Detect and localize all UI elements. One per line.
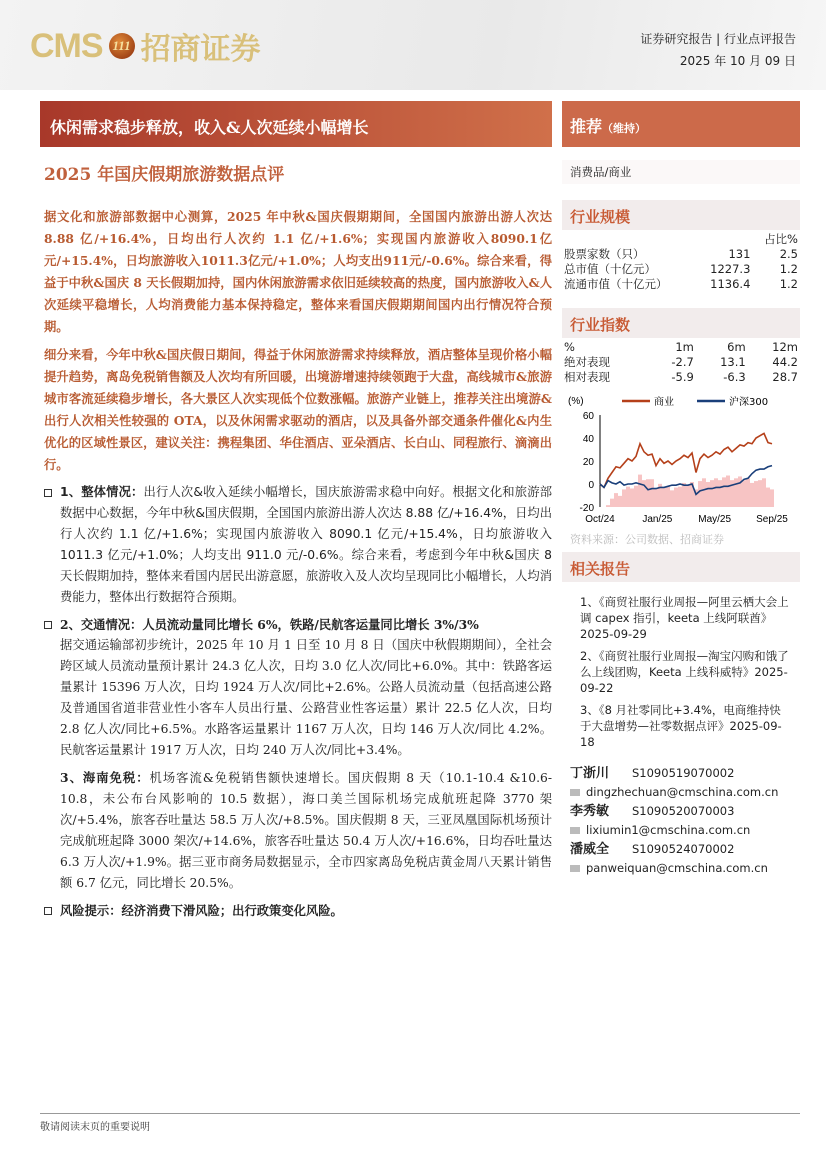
- rating-note: （维持）: [602, 122, 647, 135]
- report-subtitle: 2025 年国庆假期旅游数据点评: [44, 165, 285, 185]
- cell: 1227.3: [710, 262, 751, 276]
- main-column: [44, 206, 552, 928]
- mail-icon: [570, 789, 580, 796]
- analyst-id: S1090520070003: [632, 804, 735, 818]
- section-title: 相关报告: [562, 552, 800, 582]
- risk-note: [44, 900, 552, 922]
- x-tick-label: May/25: [698, 514, 732, 525]
- point-hainan: [44, 767, 552, 894]
- sidebar-industry: [562, 160, 800, 184]
- cell: 1136.4: [710, 277, 751, 291]
- logo-text-en: CMS: [30, 26, 103, 65]
- bullet-box-icon: [44, 621, 52, 629]
- excess-bar: [638, 475, 642, 507]
- cell: 总市值（十亿元）: [564, 262, 656, 276]
- excess-bar: [758, 480, 762, 507]
- excess-bar: [654, 488, 658, 507]
- excess-bar: [770, 489, 774, 507]
- x-tick-label: Jan/25: [642, 514, 673, 525]
- col-header: 占比%: [764, 232, 798, 246]
- x-tick-label: Oct/24: [585, 514, 615, 525]
- excess-bar: [618, 496, 622, 507]
- rating-banner: [562, 101, 800, 147]
- analyst-name: 潘威全: [570, 842, 610, 857]
- excess-bar: [670, 490, 674, 507]
- excess-bar: [626, 487, 630, 507]
- table-row: [562, 277, 800, 292]
- excess-bar: [726, 476, 730, 507]
- excess-bar: [718, 480, 722, 507]
- table-row: [562, 355, 800, 370]
- excess-bar: [622, 489, 626, 507]
- point-overall: [44, 482, 552, 608]
- y-tick-label: -20: [579, 503, 594, 514]
- excess-bar: [666, 487, 670, 507]
- cell: 1.2: [779, 262, 798, 276]
- excess-bar: [630, 488, 634, 507]
- excess-bar: [722, 477, 726, 507]
- table-row: [562, 247, 800, 262]
- mail-icon: [570, 865, 580, 872]
- excess-bar: [734, 478, 738, 507]
- point-heading: 风险提示：经济消费下滑风险；出行政策变化风险。: [60, 903, 343, 918]
- analyst-email[interactable]: lixiumin1@cmschina.com.cn: [586, 823, 751, 837]
- summary-text: 据文化和旅游部数据中心测算，2025 年中秋&国庆假期期间，全国国内旅游出游人次达 8.88 亿/+16.4%，日均出行人次约 1.1 亿/+1.6%；实现国内旅游收入8090.1亿元/+15.4%，日均旅游收入1011.3亿元/+1.0%；人均支出911元/-0.6%。综合来看，得益于中秋&国庆 8 天长假期加持，国内休闲旅游需求依旧延续较高的热度，国内旅游收入&人次延续平稳增长，人均消费能力基本保持稳定，整体来看国庆假期期间国内出行情况符合预期。: [44, 209, 552, 334]
- excess-bar: [646, 479, 650, 507]
- analysts: [562, 764, 800, 878]
- page-header: [0, 0, 826, 90]
- cell: 2.5: [779, 247, 798, 261]
- rating: 推荐: [570, 117, 603, 136]
- bullet-box-icon: [44, 907, 52, 915]
- excess-bar: [678, 487, 682, 507]
- analyst-email[interactable]: panweiquan@cmschina.com.cn: [586, 861, 768, 875]
- y-tick-label: 20: [582, 457, 594, 468]
- excess-bar: [762, 478, 766, 507]
- analyst-email[interactable]: dingzhechuan@cmschina.com.cn: [586, 785, 779, 799]
- point-text: 出行人次&收入延续小幅增长，国庆旅游需求稳中向好。根据文化和旅游部数据中心数据，今年中秋&国庆假期，全国国内旅游出游人次达 8.88 亿/+16.4%，日均出行人次约 1.1 亿/+1.6%；实现国内旅游收入 8090.1 亿元/+15.4%，日均旅游收入 1011.3 亿元/+1.0%；人均支出 911.0 元/-0.6%。综合来看，考虑到今年中秋&国庆 8 天长假期加持，整体来看国内居民出游意愿，旅游收入及人次均呈现同比小幅增长，人均消费能力，整体出行数据符合预期。: [60, 485, 552, 604]
- point-text: 机场客流&免税销售额快速增长。国庆假期 8 天（10.1-10.4 &10.6-10.8，未公布台风影响的 10.5 数据），海口美兰国际机场完成航班起降 3770 架次/+5.4%，旅客吞吐量达 58.5 万人次/+8.5%。国庆假期 8 天，三亚凤凰国际机场预计完成航班起降 3000 架次/+14.6%，旅客吞吐量达 50.4 万人次/+16.6%，日均吞吐量达 6.3 万人次/+1.9%。据三亚市商务局数据显示，全市四家离岛免税店黄金周八天累计销售额 6.7 亿元，同比增长 20.5%。: [60, 771, 552, 890]
- cell: %: [564, 340, 575, 354]
- related-reports: [562, 552, 800, 750]
- legend-label: 沪深300: [729, 397, 769, 408]
- report-title-banner: 休闲需求稳步释放，收入&人次延续小幅增长: [40, 101, 552, 147]
- analyst-id: S1090524070002: [632, 842, 735, 856]
- excess-bar: [766, 488, 770, 507]
- excess-bar: [714, 478, 718, 507]
- excess-bar: [686, 485, 690, 507]
- section-title: 行业规模: [562, 200, 800, 230]
- excess-bar: [674, 488, 678, 507]
- cell: 1m: [675, 340, 694, 354]
- excess-bar: [662, 488, 666, 507]
- cell: -2.7: [671, 355, 694, 369]
- analyst-email-row: [562, 821, 800, 840]
- cell: -5.9: [671, 370, 694, 384]
- cell: 44.2: [772, 355, 798, 369]
- analyst-id: S1090519070002: [632, 766, 735, 780]
- point-heading: 2、交通情况：人员流动量同比增长 6%，铁路/民航客运量同比增长 3%/3%: [60, 617, 479, 632]
- cell: 12m: [772, 340, 798, 354]
- point-transport: [44, 614, 552, 761]
- y-axis-label: (%): [568, 396, 584, 407]
- analyst: [562, 840, 800, 859]
- x-tick-label: Sep/25: [756, 514, 788, 525]
- cell: 股票家数（只）: [564, 247, 645, 261]
- y-tick-label: 60: [582, 411, 594, 422]
- cell: 131: [728, 247, 751, 261]
- report-link[interactable]: 3、《8 月社零同比+3.4%，电商维持快于大盘增势—社零数据点评》2025-09-18: [580, 703, 782, 749]
- excess-bar: [682, 483, 686, 507]
- analyst: [562, 802, 800, 821]
- excess-bar: [706, 482, 710, 507]
- y-tick-label: 40: [582, 434, 594, 445]
- report-type: 证券研究报告 | 行业点评报告: [640, 32, 796, 46]
- excess-bar: [634, 486, 638, 507]
- summary-para-1: [44, 206, 552, 338]
- index-chart: [562, 392, 800, 530]
- report-date: 2025 年 10 月 09 日: [679, 54, 796, 68]
- footer-note: 敬请阅读末页的重要说明: [40, 1113, 800, 1133]
- analyst-name: 李秀敏: [570, 804, 610, 819]
- analyst-email-row: [562, 783, 800, 802]
- table-row: [562, 262, 800, 277]
- industry-scale: [562, 200, 800, 292]
- excess-bar: [702, 478, 706, 507]
- analyst-email-row: [562, 859, 800, 878]
- logo-text-cn: 招商证券: [140, 32, 261, 67]
- analyst-name: 丁浙川: [570, 766, 610, 781]
- cell: -6.3: [723, 370, 746, 384]
- y-tick-label: 0: [588, 480, 594, 491]
- bullet-box-icon: [44, 489, 52, 497]
- report-link[interactable]: 1、《商贸社服行业周报—阿里云栖大会上调 capex 指引，keeta 上线阿联酋》2025-09-29: [580, 595, 789, 641]
- cell: 28.7: [772, 370, 798, 384]
- legend-label: 商业: [654, 397, 674, 408]
- cell: 13.1: [720, 355, 746, 369]
- excess-bar: [742, 480, 746, 507]
- cell: 相对表现: [564, 370, 610, 384]
- excess-bar: [606, 505, 610, 507]
- cms-logo: [30, 24, 261, 68]
- excess-bar: [698, 481, 702, 507]
- industry-index: [562, 308, 800, 385]
- point-text: 据交通运输部初步统计，2025 年 10 月 1 日至 10 月 8 日（国庆中秋假期期间），全社会跨区域人员流动量预计累计 24.3 亿人次，日均 3.0 亿人次/同比+6.0%。其中：铁路客运量累计 15396 万人次，日均 1924 万人次/同比+2.6%。公路人员流动量（包括高速公路及普通国省道非营业性小客车人员出行量、公路营业性客运量）累计 22.5 亿人次，日均 2.8 亿人次/同比+6.5%。水路客运量累计 1167 万人次，日均 146 万人次/同比 4.2%。民航客运量累计 1917 万人次，日均 240 万人次/同比+3.4%。: [60, 638, 552, 757]
- excess-bar: [754, 481, 758, 507]
- point-heading: 3、海南免税：: [60, 770, 150, 785]
- excess-bar: [746, 478, 750, 507]
- cell: 绝对表现: [564, 355, 610, 369]
- summary-text: 细分来看，今年中秋&国庆假日期间，得益于休闲旅游需求持续释放，酒店整体呈现价格小幅提升趋势，离岛免税销售额及人次均有所回暖，出境游增速持续领跑于大盘，高线城市&旅游城市客流延续稳步增长，各大景区人次实现低个位数涨幅。旅游产业链上，推荐关注出境游&出行人次相关性较强的 OTA，以及休闲需求驱动的酒店，以及具备外部交通条件催化&内生优化的区域性景区，建议关注：携程集团、华住酒店、亚朵酒店、长白山、同程旅行、滴滴出行。: [44, 347, 552, 472]
- cell: 流通市值（十亿元）: [564, 277, 668, 291]
- mail-icon: [570, 827, 580, 834]
- analyst: [562, 764, 800, 783]
- excess-bar: [614, 493, 618, 507]
- report-link[interactable]: 2、《商贸社服行业周报—淘宝闪购和饿了么上线团购，Keeta 上线科威特》2025-09-22: [580, 649, 789, 695]
- excess-bar: [610, 499, 614, 507]
- excess-bar: [710, 480, 714, 507]
- section-title: 行业指数: [562, 308, 800, 338]
- cell: 6m: [727, 340, 746, 354]
- industry-label: 消费品/商业: [562, 160, 800, 184]
- point-heading: 1、整体情况：: [60, 485, 144, 499]
- table-row: [562, 370, 800, 385]
- excess-bar: [650, 479, 654, 507]
- chart-source: 资料来源：公司数据、招商证券: [570, 533, 724, 546]
- sidebar-lower: [562, 552, 800, 878]
- logo-mark-icon: 111: [109, 33, 135, 59]
- summary-para-2: [44, 344, 552, 476]
- excess-bar: [750, 483, 754, 507]
- cell: 1.2: [779, 277, 798, 291]
- table-header: [562, 340, 800, 355]
